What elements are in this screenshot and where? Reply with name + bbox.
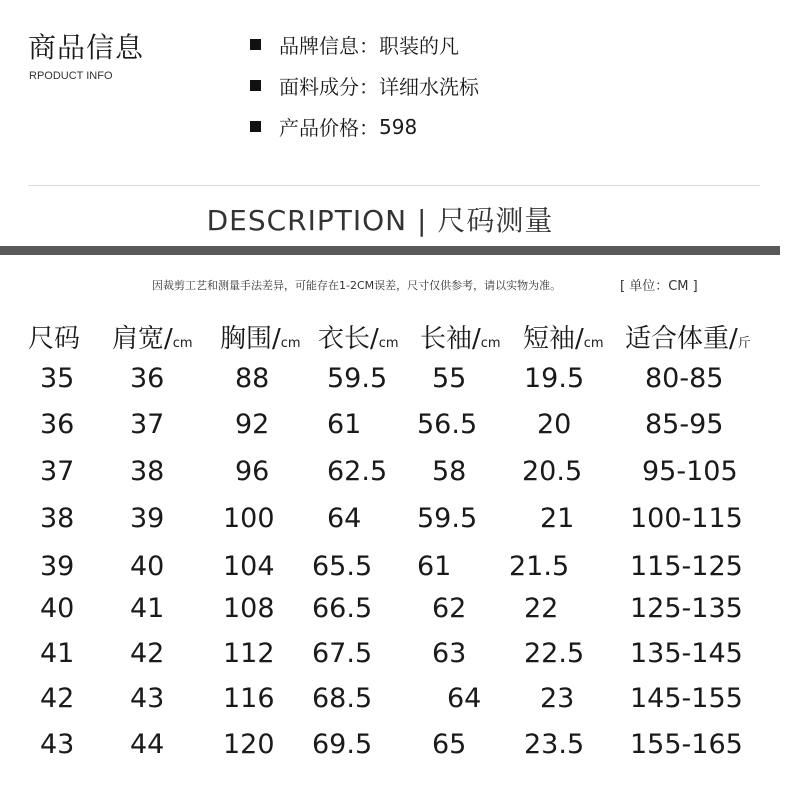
table-cell: 44: [130, 729, 165, 760]
column-header: [625, 318, 751, 355]
section-bar: [0, 246, 780, 255]
table-cell: 43: [40, 729, 75, 760]
column-header-unit: cm: [378, 336, 399, 351]
column-header-unit: cm: [480, 336, 501, 351]
table-cell: 23.5: [524, 729, 585, 760]
table-cell: 61: [327, 409, 362, 440]
table-cell: 39: [130, 503, 165, 534]
table-cell: 43: [130, 683, 165, 714]
table-cell: 120: [223, 729, 275, 760]
column-header-unit: cm: [583, 336, 604, 351]
table-cell: 35: [40, 363, 75, 394]
size-section-title: DESCRIPTION | 尺码测量: [206, 204, 554, 237]
table-cell: 56.5: [417, 409, 478, 440]
table-cell: 66.5: [312, 593, 373, 624]
table-cell: 69.5: [312, 729, 373, 760]
table-cell: 42: [130, 638, 165, 669]
table-cell: 108: [223, 593, 275, 624]
product-info-list: [250, 24, 479, 147]
table-cell: 64: [447, 683, 482, 714]
info-label: 面料成分：: [279, 75, 379, 99]
table-cell: 64: [327, 503, 362, 534]
table-cell: 40: [40, 593, 75, 624]
table-cell: 22: [524, 593, 559, 624]
column-header: [28, 318, 80, 355]
table-cell: 36: [40, 409, 75, 440]
table-cell: 155-165: [630, 729, 743, 760]
table-cell: 61: [417, 551, 452, 582]
table-cell: 37: [40, 456, 75, 487]
section-divider: [28, 185, 760, 186]
table-cell: 80-85: [645, 363, 724, 394]
unit-label: [ 单位：CM ]: [620, 279, 698, 294]
info-row-fabric: [250, 65, 479, 106]
column-header-label: 长袖/: [420, 324, 481, 354]
table-cell: 100-115: [630, 503, 743, 534]
square-bullet-icon: [250, 121, 261, 132]
table-cell: 65: [432, 729, 467, 760]
column-header-label: 胸围/: [220, 324, 281, 354]
measurement-note: 因裁剪工艺和测量手法差异，可能存在1-2CM误差，尺寸仅供参考，请以实物为准。: [152, 279, 562, 292]
table-cell: 20.5: [522, 456, 583, 487]
column-header-label: 短袖/: [523, 324, 584, 354]
table-cell: 41: [40, 638, 75, 669]
table-cell: 112: [223, 638, 275, 669]
table-cell: 116: [223, 683, 275, 714]
table-cell: 37: [130, 409, 165, 440]
info-value: 详细水洗标: [379, 75, 479, 99]
table-cell: 62.5: [327, 456, 388, 487]
column-header-label: 衣长/: [318, 324, 379, 354]
column-header: [112, 318, 193, 355]
info-value: 598: [379, 114, 418, 139]
table-cell: 92: [235, 409, 270, 440]
table-cell: 62: [432, 593, 467, 624]
table-cell: 145-155: [630, 683, 743, 714]
column-header-unit: 斤: [737, 336, 751, 351]
table-cell: 115-125: [630, 551, 743, 582]
table-cell: 125-135: [630, 593, 743, 624]
square-bullet-icon: [250, 39, 261, 50]
table-cell: 100: [223, 503, 275, 534]
table-cell: 22.5: [524, 638, 585, 669]
product-info-subtitle: RPODUCT INFO: [29, 70, 113, 82]
column-header-unit: cm: [172, 336, 193, 351]
info-label: 品牌信息：: [279, 34, 379, 58]
table-cell: 65.5: [312, 551, 373, 582]
table-cell: 38: [130, 456, 165, 487]
table-cell: 63: [432, 638, 467, 669]
table-cell: 85-95: [645, 409, 724, 440]
table-cell: 59.5: [417, 503, 478, 534]
column-header-unit: cm: [280, 336, 301, 351]
info-row-brand: [250, 24, 479, 65]
column-header: [523, 318, 604, 355]
table-cell: 104: [223, 551, 275, 582]
table-cell: 67.5: [312, 638, 373, 669]
info-value: 职装的凡: [379, 34, 459, 58]
table-cell: 20: [537, 409, 572, 440]
column-header-label: 适合体重/: [625, 324, 738, 354]
column-header: [220, 318, 301, 355]
table-cell: 59.5: [327, 363, 388, 394]
table-cell: 135-145: [630, 638, 743, 669]
table-cell: 23: [540, 683, 575, 714]
table-cell: 95-105: [642, 456, 738, 487]
table-cell: 58: [432, 456, 467, 487]
table-cell: 38: [40, 503, 75, 534]
info-label: 产品价格：: [279, 116, 379, 140]
table-cell: 41: [130, 593, 165, 624]
table-cell: 21: [540, 503, 575, 534]
column-header-label: 尺码: [28, 324, 81, 354]
table-cell: 88: [235, 363, 270, 394]
table-cell: 96: [235, 456, 270, 487]
column-header: [318, 318, 399, 355]
column-header-label: 肩宽/: [112, 324, 173, 354]
table-cell: 21.5: [509, 551, 570, 582]
table-cell: 19.5: [524, 363, 585, 394]
table-cell: 68.5: [312, 683, 373, 714]
column-header: [420, 318, 501, 355]
table-cell: 42: [40, 683, 75, 714]
table-cell: 39: [40, 551, 75, 582]
table-cell: 40: [130, 551, 165, 582]
table-cell: 36: [130, 363, 165, 394]
table-cell: 55: [432, 363, 467, 394]
info-row-price: [250, 106, 479, 147]
square-bullet-icon: [250, 80, 261, 91]
product-info-title: 商品信息: [28, 31, 145, 64]
